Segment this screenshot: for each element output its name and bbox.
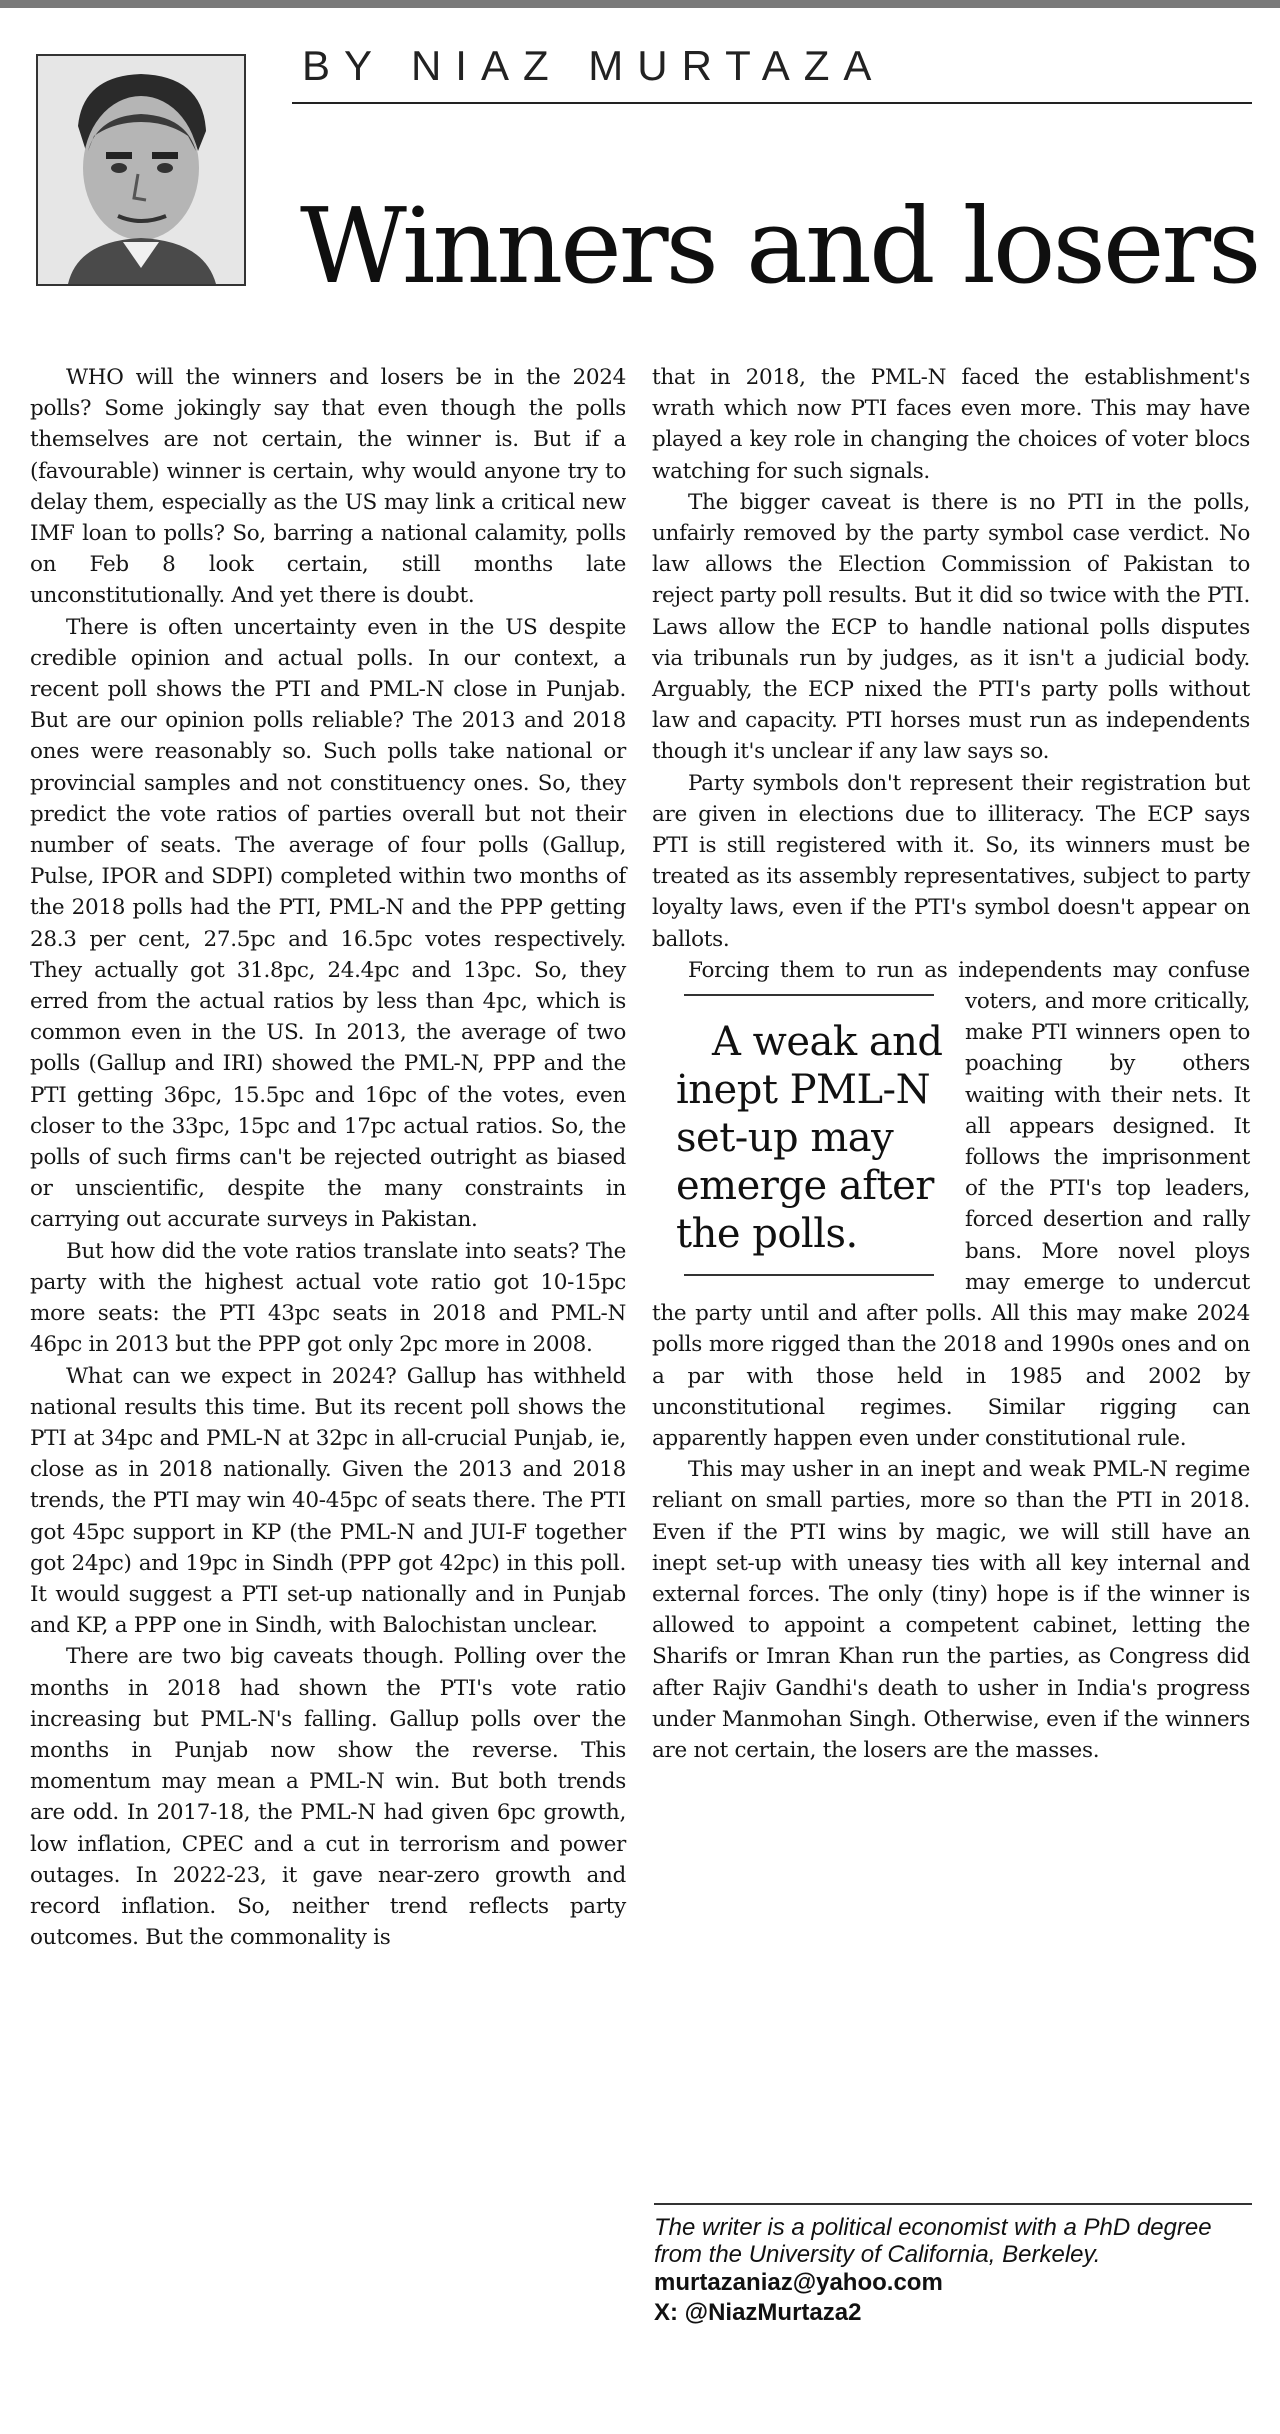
paragraph: Party symbols don't represent their registration but are given in elections due to illiteracy. The ECP says PTI is still registered with it. So, its winners must be treated as its assembly representatives, subject to party loyalty laws, even if the PTI's symbol doesn't appear on ballots. [652, 770, 1250, 952]
paragraph: The bigger caveat is there is no PTI in the polls, unfairly removed by the party symbol case verdict. No law allows the Election Commission of Pakistan to reject party poll results. But it did so twice with the PTI. Laws allow the ECP to handle national polls disputes via tribunals run by judges, as it isn't a judicial body. Arguably, the ECP nixed the PTI's party polls without law and capacity. PTI horses must run as independents though it's unclear if any law says so. [652, 489, 1250, 765]
author-footer [654, 2214, 1254, 2328]
headline: Winners and losers [300, 185, 1259, 307]
column-left [30, 362, 626, 1953]
author-email: murtazaniaz@yahoo.com [654, 2269, 943, 2296]
pull-quote-text: A weak and inept PML-N set-up may emerge after the polls. [676, 1019, 943, 1258]
footer-rule [654, 2203, 1252, 2205]
paragraph-continued: that in 2018, the PML-N faced the establishment's wrath which now PTI faces even more. This may have played a key role in changing the choices of voter blocs watching for such signals. [652, 365, 1250, 484]
top-rule-bar [0, 0, 1280, 8]
column-right [652, 362, 1250, 1766]
paragraph: There are two big caveats though. Polling over the months in 2018 had shown the PTI's vote ratio increasing but PML-N's falling. Gallup polls over the months in Punjab now show the reverse. This momentum may mean a PML-N win. But both trends are odd. In 2017-18, the PML-N had given 6pc growth, low inflation, CPEC and a cut in terrorism and power outages. In 2022-23, it gave near-zero growth and record inflation. So, neither trend reflects party outcomes. But the commonality is [30, 1644, 626, 1951]
author-photo-illustration [38, 56, 244, 284]
author-bio: The writer is a political economist with a PhD degree from the University of California, Berkeley. [654, 2214, 1212, 2268]
paragraph: What can we expect in 2024? Gallup has withheld national results this time. But its recent poll shows the PTI at 34pc and PML-N at 32pc in all-crucial Punjab, ie, close as in 2018 nationally. Given the 2013 and 2018 trends, the PTI may win 40-45pc of seats there. The PTI got 45pc support in KP (the PML-N and JUI-F together got 24pc) and 19pc in Sindh (PPP got 42pc) in this poll. It would suggest a PTI set-up nationally and in Punjab and KP, a PPP one in Sindh, with Balochistan unclear. [30, 1363, 626, 1639]
byline-rule [292, 102, 1252, 104]
author-twitter: X: @NiazMurtaza2 [654, 2299, 862, 2326]
pull-quote-rule-bottom [684, 1274, 934, 1276]
paragraph: This may usher in an inept and weak PML-N regime reliant on small parties, more so than the PTI in 2018. Even if the PTI wins by magic, we will still have an inept set-up with uneasy ties with all key internal and external forces. The only (tiny) hope is if the winner is allowed to appoint a competent cabinet, letting the Sharifs or Imran Khan run the parties, as Congress did after Rajiv Gandhi's death to usher in India's progress under Manmohan Singh. Otherwise, even if the winners are not certain, the losers are the masses. [652, 1457, 1250, 1763]
paragraph: There is often uncertainty even in the US despite credible opinion and actual polls. In our context, a recent poll shows the PTI and PML-N close in Punjab. But are our opinion polls reliable? The 2013 and 2018 ones were reasonably so. Such polls take national or provincial samples and not constituency ones. So, they predict the vote ratios of parties overall but not their number of seats. The average of four polls (Gallup, Pulse, IPOR and SDPI) completed within two months of the 2018 polls had the PTI, PML-N and the PPP getting 28.3 per cent, 27.5pc and 16.5pc votes respectively. They actually got 31.8pc, 24.4pc and 13pc. So, they erred from the actual ratios by less than 4pc, which is common even in the US. In 2013, the average of two polls (Gallup and IRI) showed the PML-N, PPP and the PTI getting 36pc, 15.5pc and 16pc of the votes, even closer to the 33pc, 15pc and 17pc actual ratios. So, the polls of such firms can't be rejected outright as biased or unscientific, despite the many constraints in carrying out accurate surveys in Pakistan. [30, 614, 626, 1233]
paragraph: WHO will the winners and losers be in the 2024 polls? Some jokingly say that even though the polls themselves are not certain, the winner is. But if a (favourable) winner is certain, why would anyone try to delay them, especially as the US may link a critical new IMF loan to polls? So, barring a national calamity, polls on Feb 8 look certain, still months late unconstitutionally. And yet there is doubt. [30, 365, 626, 609]
byline: BY NIAZ MURTAZA [302, 42, 886, 89]
paragraph: Forcing them to run as independents A weak and inept PML-N set-up may emerge after the polls. may confuse voters, and more critically, make PTI winners open to poaching by others waiting with their nets. It all appears designed. It follows the imprisonment of the PTI's top leaders, forced desertion and rally bans. More novel ploys may emerge to undercut the party until and after polls. All this may make 2024 polls more rigged than the 2018 and 1990s ones and on a par with those held in 1985 and 2002 by unconstitutional regimes. Similar rigging can apparently happen even under constitutional rule. [652, 957, 1250, 1451]
author-portrait [36, 54, 246, 286]
pull-quote [652, 994, 947, 1276]
paragraph: But how did the vote ratios translate into seats? The party with the highest actual vote ratio got 10-15pc more seats: the PTI 43pc seats in 2018 and PML-N 46pc in 2013 but the PPP got only 2pc more in 2008. [30, 1238, 626, 1358]
